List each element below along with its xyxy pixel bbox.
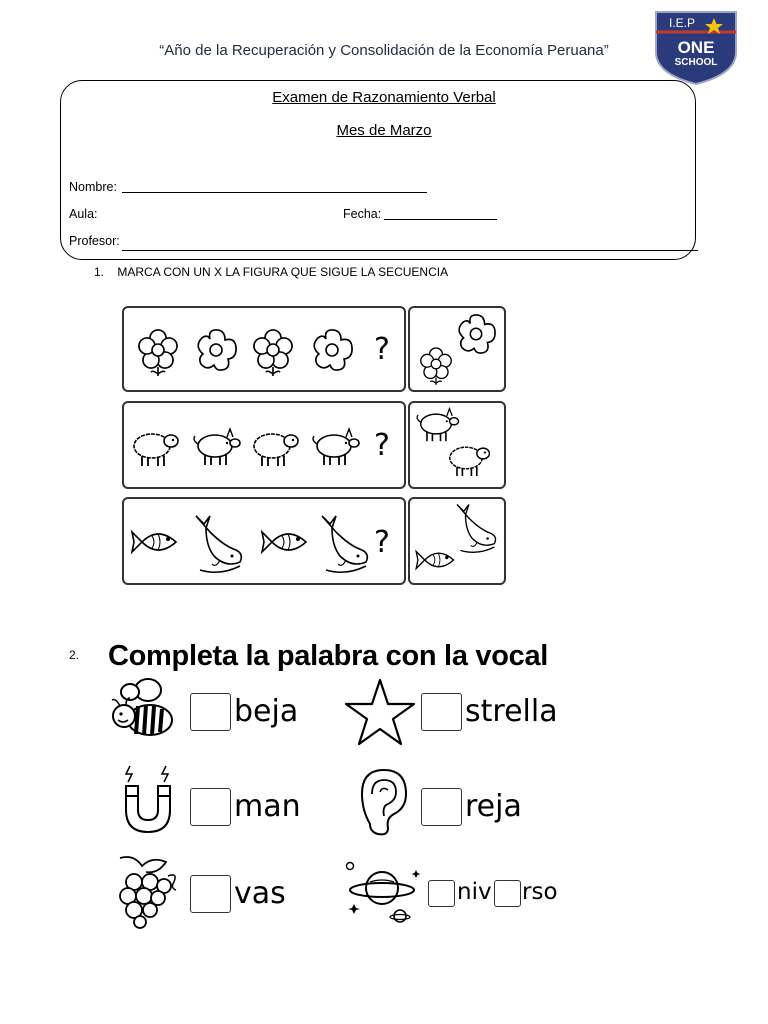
blossom-icon xyxy=(198,330,236,370)
vowel-box-universo-1[interactable] xyxy=(428,880,455,907)
header-motto: “Año de la Recuperación y Consolidación de la Economía Peruana” xyxy=(159,42,609,59)
sequence-question-mark: ? xyxy=(374,332,390,367)
word-universo-part1: niv xyxy=(457,879,492,905)
grapes-icon xyxy=(112,852,184,928)
vowel-box-abeja[interactable] xyxy=(190,693,231,731)
question-2-title: Completa la palabra con la vocal xyxy=(108,640,549,672)
word-uvas: vas xyxy=(234,876,286,911)
options-row-3[interactable] xyxy=(408,497,506,585)
star-icon xyxy=(344,678,416,746)
question-1-text: MARCA CON UN X LA FIGURA QUE SIGUE LA SECUENCIA xyxy=(117,265,449,279)
question-1-number: 1. xyxy=(94,265,105,279)
word-oreja: reja xyxy=(465,789,522,824)
word-universo-part2: rso xyxy=(522,879,558,905)
vowel-box-oreja[interactable] xyxy=(421,788,462,826)
svg-text:SCHOOL: SCHOOL xyxy=(674,57,718,68)
magnet-icon xyxy=(118,764,178,838)
nombre-label: Nombre: xyxy=(69,180,117,194)
sequence-row-3 xyxy=(122,497,406,585)
exam-month: Mes de Marzo xyxy=(336,122,432,139)
svg-text:I.E.P: I.E.P xyxy=(668,16,696,30)
ear-icon xyxy=(356,764,412,838)
flower-icon xyxy=(421,348,451,385)
svg-text:ONE: ONE xyxy=(677,38,715,57)
vowel-box-universo-2[interactable] xyxy=(494,880,521,907)
vowel-box-uvas[interactable] xyxy=(190,875,231,913)
question-2-number: 2. xyxy=(69,648,80,662)
sequence-row-2 xyxy=(122,401,406,489)
sequence-question-mark: ? xyxy=(374,525,390,560)
sequence-question-mark: ? xyxy=(374,428,390,463)
flower-icon xyxy=(254,330,292,376)
flower-icon xyxy=(139,330,177,376)
blossom-icon xyxy=(314,330,352,370)
word-abeja: beja xyxy=(234,694,299,729)
options-row-2[interactable] xyxy=(408,401,506,489)
word-estrella: strella xyxy=(465,694,558,729)
exam-title: Examen de Razonamiento Verbal xyxy=(272,89,496,106)
aula-label: Aula: xyxy=(69,207,98,221)
blossom-icon xyxy=(459,315,495,353)
fecha-label: Fecha: xyxy=(343,207,382,221)
planet-icon xyxy=(342,860,424,926)
bee-icon xyxy=(108,676,180,744)
vowel-box-iman[interactable] xyxy=(190,788,231,826)
word-iman: man xyxy=(234,789,301,824)
vowel-box-estrella[interactable] xyxy=(421,693,462,731)
profesor-label: Profesor: xyxy=(69,234,120,248)
